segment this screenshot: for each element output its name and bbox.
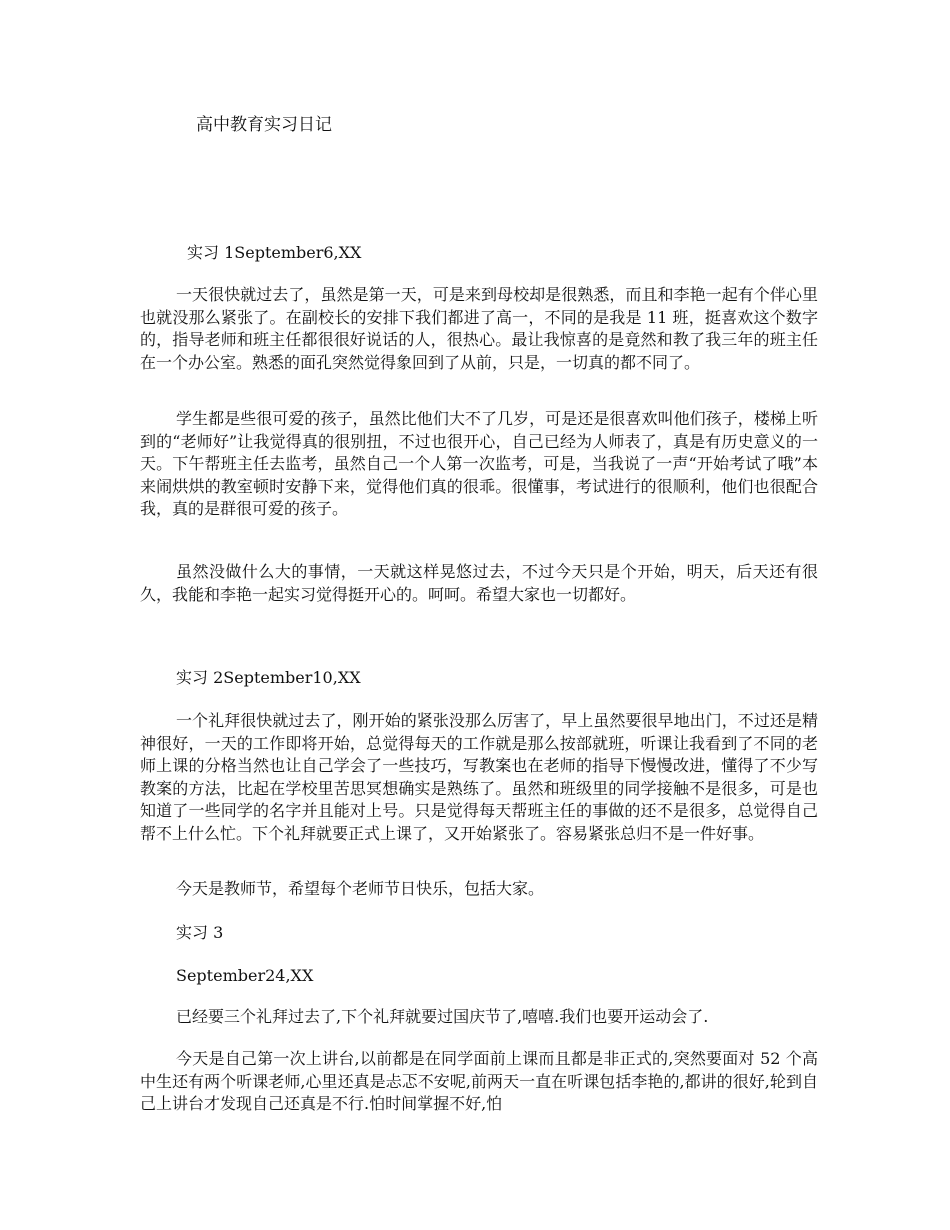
entry-1-heading: 实习 1September6,XX [187, 243, 362, 262]
entry-3-heading: 实习 3 [176, 923, 224, 942]
entry-2-paragraph-1: 一个礼拜很快就过去了，刚开始的紧张没那么厉害了，早上虽然要很早地出门，不过还是精神很好，一天的工作即将开始，总觉得每天的工作就是那么按部就班，听课让我看到了不同的老师上课的分格当然也让自己学会了一些技巧，写教案也在老师的指导下慢慢改进，懂得了不少写教案的方法，比起在学校里苦思冥想确实是熟练了。虽然和班级里的同学接触不是很多，可是也知道了一些同学的名字并且能对上号。只是觉得每天帮班主任的事做的还不是很多，总觉得自己帮不上什么忙。下个礼拜就要正式上课了，又开始紧张了。容易紧张总归不是一件好事。 [140, 711, 818, 843]
entry-1-paragraph-3: 虽然没做什么大的事情，一天就这样晃悠过去，不过今天只是个开始，明天，后天还有很久，我能和李艳一起实习觉得挺开心的。呵呵。希望大家也一切都好。 [140, 562, 818, 604]
entry-2-paragraph-2: 今天是教师节，希望每个老师节日快乐，包括大家。 [176, 879, 545, 898]
document-title: 高中教育实习日记 [196, 115, 332, 135]
entry-2-heading: 实习 2September10,XX [176, 668, 361, 687]
entry-3-paragraph-2: 今天是自己第一次上讲台,以前都是在同学面前上课而且都是非正式的,突然要面对 52 个高中生还有两个听课老师,心里还真是忐忑不安呢,前两天一直在听课包括李艳的,都讲的很好,轮到自己上讲台才发现自己还真是不行.怕时间掌握不好,怕 [140, 1049, 818, 1114]
entry-1-paragraph-1: 一天很快就过去了，虽然是第一天，可是来到母校却是很熟悉，而且和李艳一起有个伴心里也就没那么紧张了。在副校长的安排下我们都进了高一，不同的是我是 11 班，挺喜欢这个数字的，指导老师和班主任都很很好说话的人，很热心。最让我惊喜的是竟然和教了我三年的班主任在一个办公室。熟悉的面孔突然觉得象回到了从前，只是，一切真的都不同了。 [140, 285, 818, 372]
entry-3-date: September24,XX [176, 966, 314, 985]
entry-3-paragraph-1: 已经要三个礼拜过去了,下个礼拜就要过国庆节了,嘻嘻.我们也要开运动会了. [176, 1007, 709, 1026]
entry-1-paragraph-2: 学生都是些很可爱的孩子，虽然比他们大不了几岁，可是还是很喜欢叫他们孩子，楼梯上听到的“老师好”让我觉得真的很别扭，不过也很开心，自己已经为人师表了，真是有历史意义的一天。下午帮班主任去监考，虽然自己一个人第一次监考，可是，当我说了一声“开始考试了哦”本来闹烘烘的教室顿时安静下来，觉得他们真的很乖。很懂事，考试进行的很顺利，他们也很配合我，真的是群很可爱的孩子。 [140, 409, 818, 519]
